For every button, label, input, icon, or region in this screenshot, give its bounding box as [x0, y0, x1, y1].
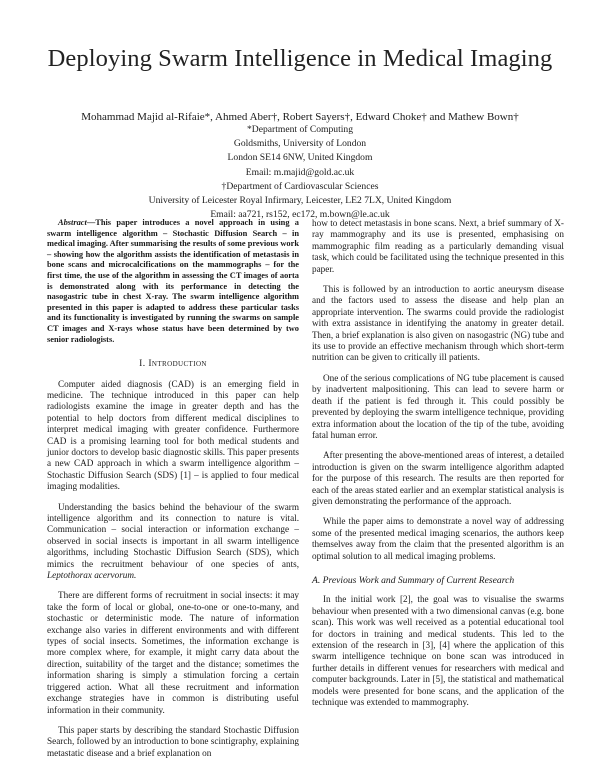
intro-paragraph-8: After presenting the above-mentioned areas of interest, a detailed introduction is given on the swarm intelligence algorithm adapted for the purpose of this research. The results are then reported for each of the areas stated earlier and an exemplar statistical analysis is given demonstrating the performance of the approach. [312, 450, 564, 506]
paper-title: Deploying Swarm Intelligence in Medical Imaging [47, 45, 553, 72]
abstract-text: —This paper introduces a novel approach in using a swarm intelligence algorithm – Stochastic Diffusion Search – in medical imaging. After summarising the results of some previous work – showing how the algorithm assists the identification of metastasis in bone scans and microcalcifications on the mammographs – for the first time, the use of the algorithm in assessing the CT images of aorta is demonstrated along with its performance in detecting the nasogastric tube in chest X-ray. The swarm intelligence algorithm presented in this paper is adapted to address these particular tasks and its functionality is investigated by running the swarms on sample CT images and X-rays whose status have been determined by two senior radiologists. [47, 218, 299, 344]
intro-paragraph-2 [47, 502, 299, 582]
intro-paragraph-1: Computer aided diagnosis (CAD) is an emerging field in medicine. The technique introduced in this paper can help radiologists examine the image in greater depth and has the potential to help doctors from different medical disciplines to interpret medical imaging with greater confidence. Furthermore CAD is a promising learning tool for both medical students and junior doctors to develop basic diagnostic skills. This paper presents a new CAD approach in which a swarm intelligence algorithm – Stochastic Diffusion Search (SDS) [1] – is applied to four medical imaging modalities. [47, 378, 299, 492]
affiliation-line: University of Leicester Royal Infirmary, Leicester, LE2 7LX, United Kingdom [148, 195, 452, 207]
abstract [47, 218, 299, 345]
affiliation-line: London SE14 6NW, United Kingdom [227, 152, 373, 164]
left-column [47, 218, 299, 768]
right-column [312, 218, 564, 717]
affiliations [0, 123, 600, 222]
intro-paragraph-7: One of the serious complications of NG tube placement is caused by inadvertent malpositioning. This can lead to severe harm or death if the patient is fed through it. This could possibly be prevented by deploying the swarm intelligence technique, providing extra information about the location of the tip of the tube, avoiding fatal human error. [312, 372, 564, 440]
previous-work-paragraph-1: In the initial work [2], the goal was to visualise the swarms behaviour when presented with a two dimensional canvas (e.g. bone scan). This work was well received as a potential educational tool for doctors in training and medical students. This led to the extension of the research in [3], [4] where the application of this swarm intelligence technique on bone scan was introduced in further details in different venues for researchers with medical and computer backgrounds. Later in [5], the statistical and mathematical models were presented for bone scans, and the application of the technique was extended to mammography. [312, 594, 564, 708]
section-heading-introduction: I. Introduction [139, 358, 207, 370]
affiliation-line: Goldsmiths, University of London [233, 138, 367, 150]
affiliation-email: Email: aa721, rs152, ec172, m.bown@le.ac.uk [210, 209, 390, 221]
affiliation-email: Email: m.majid@gold.ac.uk [245, 166, 355, 178]
author-list: Mohammad Majid al-Rifaie*, Ahmed Aber†, Robert Sayers†, Edward Choke† and Mathew Bown† [81, 111, 519, 123]
intro-paragraph-9: While the paper aims to demonstrate a novel way of addressing some of the presented medical imaging scenarios, the authors keep themselves away from the claim that the presented algorithm is an optimal solution to all medical imaging problems. [312, 516, 564, 561]
abstract-label: Abstract [58, 218, 87, 227]
intro-paragraph-6: This is followed by an introduction to aortic aneurysm disease and the factors used to assess the disease and help plan an appropriate intervention. The swarms could provide the radiologist with extra assistance in identifying the anatomy in greater detail. Then, a brief explanation is also given on nasogastric (NG) tube and its use to provide an effective mechanism through which short-term nutrition can be given to critically ill patients. [312, 284, 564, 363]
affiliation-line: *Department of Computing [246, 124, 354, 135]
intro-paragraph-3: There are different forms of recruitment in social insects: it may take the form of local or global, one-to-one or one-to-many, and stochastic or deterministic mode. The nature of information exchange also varies in different environments and with different types of social insects. Sometimes, the information exchange is more complex where, for example, it might carry data about the direction, suitability of the target and the distance; sometimes the information sharing is simply a stimulation forcing a certain triggered action. What all these recruitment and information exchange strategies have in common is distributing useful information in their community. [47, 590, 299, 715]
affiliation-line: †Department of Cardiovascular Sciences [221, 180, 379, 192]
intro-paragraph-5: how to detect metastasis in bone scans. Next, a brief summary of X-ray mammography and its use is presented, emphasising on mammographic film reading as a particularly demanding visual task, which could be facilitated using the technique presented in this paper. [312, 218, 564, 274]
species-name: Leptothorax acervorum. [47, 570, 137, 581]
subsection-heading-previous-work: A. Previous Work and Summary of Current Research [312, 574, 515, 586]
intro-paragraph-4: This paper starts by describing the standard Stochastic Diffusion Search, followed by an introduction to bone scintigraphy, explaining metastatic disease and a brief explanation on [47, 724, 300, 758]
intro-paragraph-2-text: Understanding the basics behind the behaviour of the swarm intelligence algorithm and its connection to nature is vital. Communication – social interaction or information exchange – observed in social insects is important in all swarm intelligence algorithms, including Stochastic Diffusion Search (SDS), which mimics the recruitment behaviour of one species of ants, [47, 501, 299, 569]
